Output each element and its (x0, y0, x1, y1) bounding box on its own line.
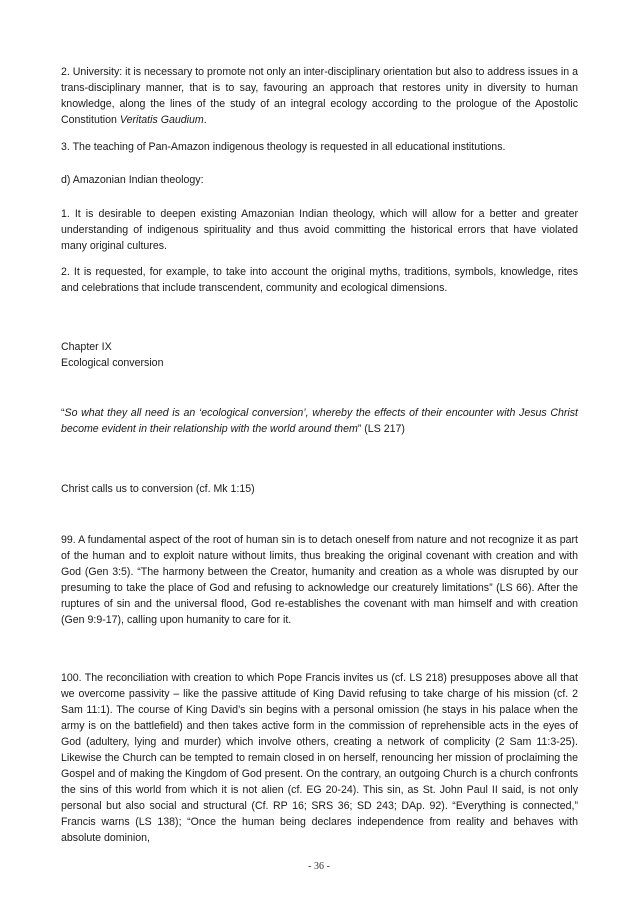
paragraph-100 (61, 670, 578, 846)
paragraph-text: 100. The reconciliation with creation to which Pope Francis invites us (cf. LS 218) presupposes above all that we overcome passivity – like the passive attitude of King David refusing to take charge of his mission (cf. 2 Sam 11:1). The course of King David’s sin begins with a personal omission (he stays in his palace when the army is on the battlefield) and then takes active form in the commission of reprehensible acts in the eyes of God (adultery, lying and murder) which involve others, creating a network of complicity (2 Sam 11:3-25). Likewise the Church can be tempted to remain closed in on herself, renouncing her mission of proclaiming the Gospel and of making the Kingdom of God present. On the contrary, an outgoing Church is a church confronts the sins of this world from which it is not alien (cf. EG 20-24). This sin, as St. John Paul II said, is not only personal but also social and structural (Cf. RP 16; SRS 36; SD 243; DAp. 92). “Everything is connected,” Francis warns (LS 138); “Once the human being declares independence from reality and behaves with absolute dominion, (61, 672, 578, 844)
paragraph-deepen-theology (61, 206, 578, 254)
paragraph-text: 99. A fundamental aspect of the root of human sin is to detach oneself from nature and not recognize it as part of the human and to exploit nature without limits, thus breaking the original covenant with creation and with God (Gen 3:5). “The harmony between the Creator, humanity and creation as a whole was disrupted by our presuming to take the place of God and refusing to acknowledge our creaturely limitations” (LS 66). After the ruptures of sin and the universal flood, God re-establishes the covenant with man himself and with creation (Gen 9:9-17), calling upon humanity to care for it. (61, 534, 578, 626)
paragraph-text: 2. It is requested, for example, to take into account the original myths, traditions, symbols, knowledge, rites and celebrations that include transcendent, community and ecological dimensions. (61, 266, 578, 294)
document-title-italic: Veritatis Gaudium (119, 114, 204, 126)
section-heading: d) Amazonian Indian theology: (61, 174, 204, 186)
subheading-conversion (61, 481, 578, 497)
paragraph-teaching (61, 139, 578, 155)
chapter-number: Chapter IX (61, 341, 112, 353)
quote-mark: “ (61, 407, 65, 419)
paragraph-university (61, 64, 578, 128)
paragraph-text (61, 64, 578, 128)
paragraph-body: 2. University: it is necessary to promote not only an inter-disciplinary orientation but also to address issues in a trans-disciplinary manner, that is to say, favouring an approach that restores unity in diversity to human knowledge, along the lines of the study of an integral ecology according to the prologue of the Apostolic Constitution (61, 66, 578, 126)
quote-text: So what they all need is an ‘ecological conversion’, whereby the effects of their encounter with Jesus Christ become evident in their relationship with the world around them (61, 407, 578, 435)
epigraph-quote (61, 405, 578, 437)
paragraph-99 (61, 532, 578, 628)
paragraph-original-myths (61, 264, 578, 296)
paragraph-text: 3. The teaching of Pan-Amazon indigenous theology is requested in all educational institutions. (61, 141, 506, 153)
quote-citation: ” (LS 217) (357, 423, 405, 435)
chapter-heading (61, 339, 578, 371)
chapter-epigraph (61, 405, 578, 437)
subheading: Christ calls us to conversion (cf. Mk 1:15) (61, 483, 255, 495)
paragraph-period: . (203, 114, 207, 126)
section-heading-d (61, 172, 578, 188)
page-number: - 36 - (308, 861, 330, 872)
chapter-title: Ecological conversion (61, 357, 164, 369)
paragraph-text: 1. It is desirable to deepen existing Amazonian Indian theology, which will allow for a better and greater understanding of indigenous spirituality and thus avoid committing the historical errors that have violated many original cultures. (61, 208, 578, 252)
